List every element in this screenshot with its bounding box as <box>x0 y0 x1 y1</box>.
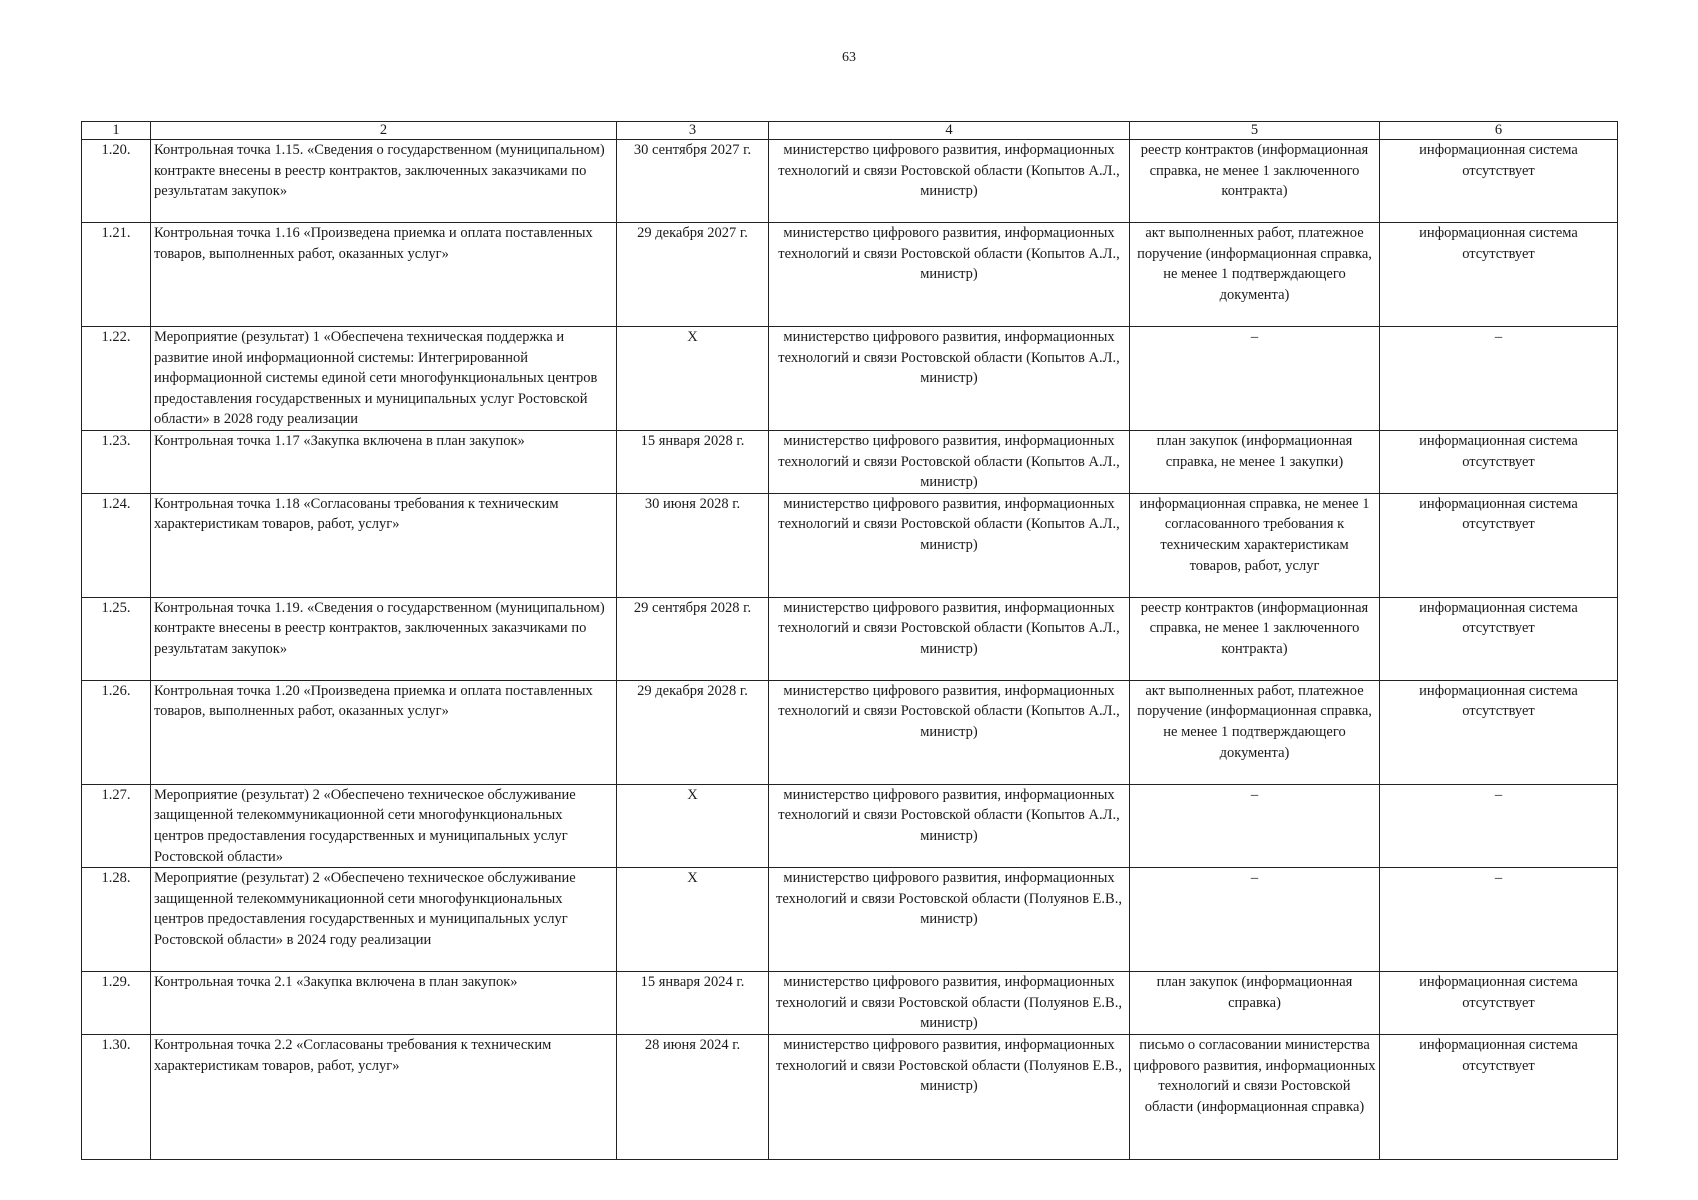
due-date: Х <box>617 327 769 431</box>
table-row <box>82 597 1618 680</box>
row-number: 1.21. <box>82 223 151 327</box>
row-number: 1.23. <box>82 431 151 494</box>
due-date: 29 сентября 2028 г. <box>617 597 769 680</box>
column-header: 6 <box>1380 122 1618 140</box>
due-date: 30 июня 2028 г. <box>617 493 769 597</box>
responsible-executor: министерство цифрового развития, информационных технологий и связи Ростовской области (Копытов А.Л., министр) <box>769 140 1130 223</box>
table-row <box>82 680 1618 784</box>
item-name: Контрольная точка 1.15. «Сведения о государственном (муниципальном) контракте внесены в реестр контрактов, заключенных заказчиками по результатам закупок» <box>151 140 617 223</box>
column-header: 4 <box>769 122 1130 140</box>
column-header: 3 <box>617 122 769 140</box>
due-date: 15 января 2024 г. <box>617 972 769 1035</box>
table-row <box>82 1034 1618 1159</box>
row-number: 1.26. <box>82 680 151 784</box>
confirming-document: реестр контрактов (информационная справка, не менее 1 заключенного контракта) <box>1130 597 1380 680</box>
row-number: 1.20. <box>82 140 151 223</box>
confirming-document: реестр контрактов (информационная справка, не менее 1 заключенного контракта) <box>1130 140 1380 223</box>
table-row <box>82 223 1618 327</box>
confirming-document: план закупок (информационная справка) <box>1130 972 1380 1035</box>
item-name: Мероприятие (результат) 1 «Обеспечена техническая поддержка и развитие иной информационной системы: Интегрированной информационной системы единой сети многофункциональных центров предоставления государственных и муниципальных услуг Ростовской области» в 2028 году реализации <box>151 327 617 431</box>
table-row <box>82 493 1618 597</box>
item-name: Контрольная точка 1.20 «Произведена приемка и оплата поставленных товаров, выполненных работ, оказанных услуг» <box>151 680 617 784</box>
column-header: 5 <box>1130 122 1380 140</box>
item-name: Контрольная точка 1.18 «Согласованы требования к техническим характеристикам товаров, работ, услуг» <box>151 493 617 597</box>
responsible-executor: министерство цифрового развития, информационных технологий и связи Ростовской области (Копытов А.Л., министр) <box>769 431 1130 494</box>
information-system: информационная система отсутствует <box>1380 972 1618 1035</box>
responsible-executor: министерство цифрового развития, информационных технологий и связи Ростовской области (Копытов А.Л., министр) <box>769 493 1130 597</box>
table-row <box>82 972 1618 1035</box>
column-header: 1 <box>82 122 151 140</box>
information-system: информационная система отсутствует <box>1380 140 1618 223</box>
responsible-executor: министерство цифрового развития, информационных технологий и связи Ростовской области (Копытов А.Л., министр) <box>769 327 1130 431</box>
information-system: информационная система отсутствует <box>1380 431 1618 494</box>
due-date: 15 января 2028 г. <box>617 431 769 494</box>
row-number: 1.28. <box>82 868 151 972</box>
information-system: информационная система отсутствует <box>1380 223 1618 327</box>
table-row <box>82 327 1618 431</box>
responsible-executor: министерство цифрового развития, информационных технологий и связи Ростовской области (Копытов А.Л., министр) <box>769 597 1130 680</box>
row-number: 1.27. <box>82 784 151 867</box>
table-header-row <box>82 122 1618 140</box>
confirming-document: информационная справка, не менее 1 согласованного требования к техническим характеристикам товаров, работ, услуг <box>1130 493 1380 597</box>
due-date: Х <box>617 784 769 867</box>
row-number: 1.22. <box>82 327 151 431</box>
confirming-document: – <box>1130 784 1380 867</box>
responsible-executor: министерство цифрового развития, информационных технологий и связи Ростовской области (Полуянов Е.В., министр) <box>769 868 1130 972</box>
item-name: Контрольная точка 1.16 «Произведена приемка и оплата поставленных товаров, выполненных работ, оказанных услуг» <box>151 223 617 327</box>
item-name: Контрольная точка 2.2 «Согласованы требования к техническим характеристикам товаров, работ, услуг» <box>151 1034 617 1159</box>
row-number: 1.29. <box>82 972 151 1035</box>
responsible-executor: министерство цифрового развития, информационных технологий и связи Ростовской области (Копытов А.Л., министр) <box>769 680 1130 784</box>
due-date: 29 декабря 2028 г. <box>617 680 769 784</box>
row-number: 1.24. <box>82 493 151 597</box>
due-date: 29 декабря 2027 г. <box>617 223 769 327</box>
table-row <box>82 431 1618 494</box>
information-system: – <box>1380 784 1618 867</box>
information-system: информационная система отсутствует <box>1380 680 1618 784</box>
item-name: Контрольная точка 2.1 «Закупка включена в план закупок» <box>151 972 617 1035</box>
responsible-executor: министерство цифрового развития, информационных технологий и связи Ростовской области (Копытов А.Л., министр) <box>769 223 1130 327</box>
plan-table <box>81 121 1618 1160</box>
information-system: информационная система отсутствует <box>1380 1034 1618 1159</box>
confirming-document: – <box>1130 327 1380 431</box>
table-row <box>82 784 1618 867</box>
responsible-executor: министерство цифрового развития, информационных технологий и связи Ростовской области (Полуянов Е.В., министр) <box>769 1034 1130 1159</box>
due-date: 28 июня 2024 г. <box>617 1034 769 1159</box>
item-name: Мероприятие (результат) 2 «Обеспечено техническое обслуживание защищенной телекоммуникационной сети многофункциональных центров предоставления государственных и муниципальных услуг Ростовской области» в 2024 году реализации <box>151 868 617 972</box>
due-date: Х <box>617 868 769 972</box>
due-date: 30 сентября 2027 г. <box>617 140 769 223</box>
item-name: Мероприятие (результат) 2 «Обеспечено техническое обслуживание защищенной телекоммуникационной сети многофункциональных центров предоставления государственных и муниципальных услуг Ростовской области» <box>151 784 617 867</box>
table-row <box>82 868 1618 972</box>
row-number: 1.25. <box>82 597 151 680</box>
information-system: – <box>1380 868 1618 972</box>
confirming-document: акт выполненных работ, платежное поручение (информационная справка, не менее 1 подтверждающего документа) <box>1130 223 1380 327</box>
item-name: Контрольная точка 1.19. «Сведения о государственном (муниципальном) контракте внесены в реестр контрактов, заключенных заказчиками по результатам закупок» <box>151 597 617 680</box>
item-name: Контрольная точка 1.17 «Закупка включена в план закупок» <box>151 431 617 494</box>
page-number: 63 <box>842 50 856 65</box>
information-system: – <box>1380 327 1618 431</box>
information-system: информационная система отсутствует <box>1380 493 1618 597</box>
confirming-document: акт выполненных работ, платежное поручение (информационная справка, не менее 1 подтверждающего документа) <box>1130 680 1380 784</box>
information-system: информационная система отсутствует <box>1380 597 1618 680</box>
table-row <box>82 140 1618 223</box>
confirming-document: – <box>1130 868 1380 972</box>
confirming-document: письмо о согласовании министерства цифрового развития, информационных технологий и связи Ростовской области (информационная справка) <box>1130 1034 1380 1159</box>
responsible-executor: министерство цифрового развития, информационных технологий и связи Ростовской области (Копытов А.Л., министр) <box>769 784 1130 867</box>
row-number: 1.30. <box>82 1034 151 1159</box>
responsible-executor: министерство цифрового развития, информационных технологий и связи Ростовской области (Полуянов Е.В., министр) <box>769 972 1130 1035</box>
confirming-document: план закупок (информационная справка, не менее 1 закупки) <box>1130 431 1380 494</box>
column-header: 2 <box>151 122 617 140</box>
